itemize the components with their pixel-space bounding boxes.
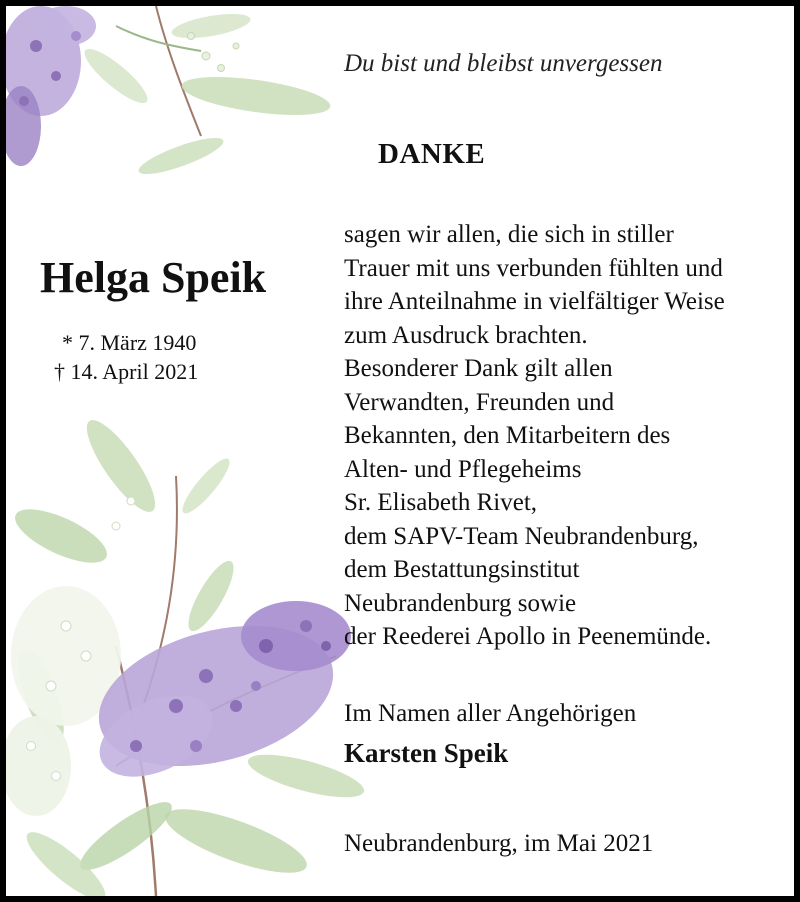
birth-date: * 7. März 1940: [62, 330, 197, 355]
message-line: dem Bestattungsinstitut: [344, 556, 580, 583]
message-line: der Reederei Apollo in Peenemünde.: [344, 623, 712, 650]
message-line: Neubrandenburg sowie: [344, 589, 577, 617]
message-line: Sr. Elisabeth Rivet,: [344, 489, 538, 516]
page-title: DANKE: [378, 138, 486, 170]
closing-phrase: Im Namen aller Angehörigen: [344, 700, 637, 727]
message-line: Alten- und Pflegeheims: [344, 455, 582, 483]
deceased-name: Helga Speik: [40, 253, 267, 302]
life-dates: [54, 328, 198, 386]
message-line: Besonderer Dank gilt allen: [344, 355, 613, 382]
top-flowers: [6, 6, 332, 181]
death-date: † 14. April 2021: [54, 359, 199, 384]
signer-name: Karsten Speik: [344, 738, 509, 768]
message-line: ihre Anteilnahme in vielfältiger Weise: [344, 288, 725, 315]
motto: Du bist und bleibst unvergessen: [344, 50, 663, 77]
message-line: dem SAPV-Team Neubrandenburg,: [344, 522, 699, 550]
message-line: zum Ausdruck brachten.: [344, 321, 588, 349]
message-line: sagen wir allen, die sich in stiller: [344, 221, 674, 248]
message-line: Verwandten, Freunden und: [344, 388, 615, 416]
message-line: Bekannten, den Mitarbeitern des: [344, 422, 671, 449]
thank-you-message: [344, 218, 725, 654]
obituary-card: [6, 6, 794, 896]
message-line: Trauer mit uns verbunden fühlten und: [344, 254, 723, 282]
place-date: Neubrandenburg, im Mai 2021: [344, 830, 654, 857]
bottom-flowers: [6, 412, 368, 896]
